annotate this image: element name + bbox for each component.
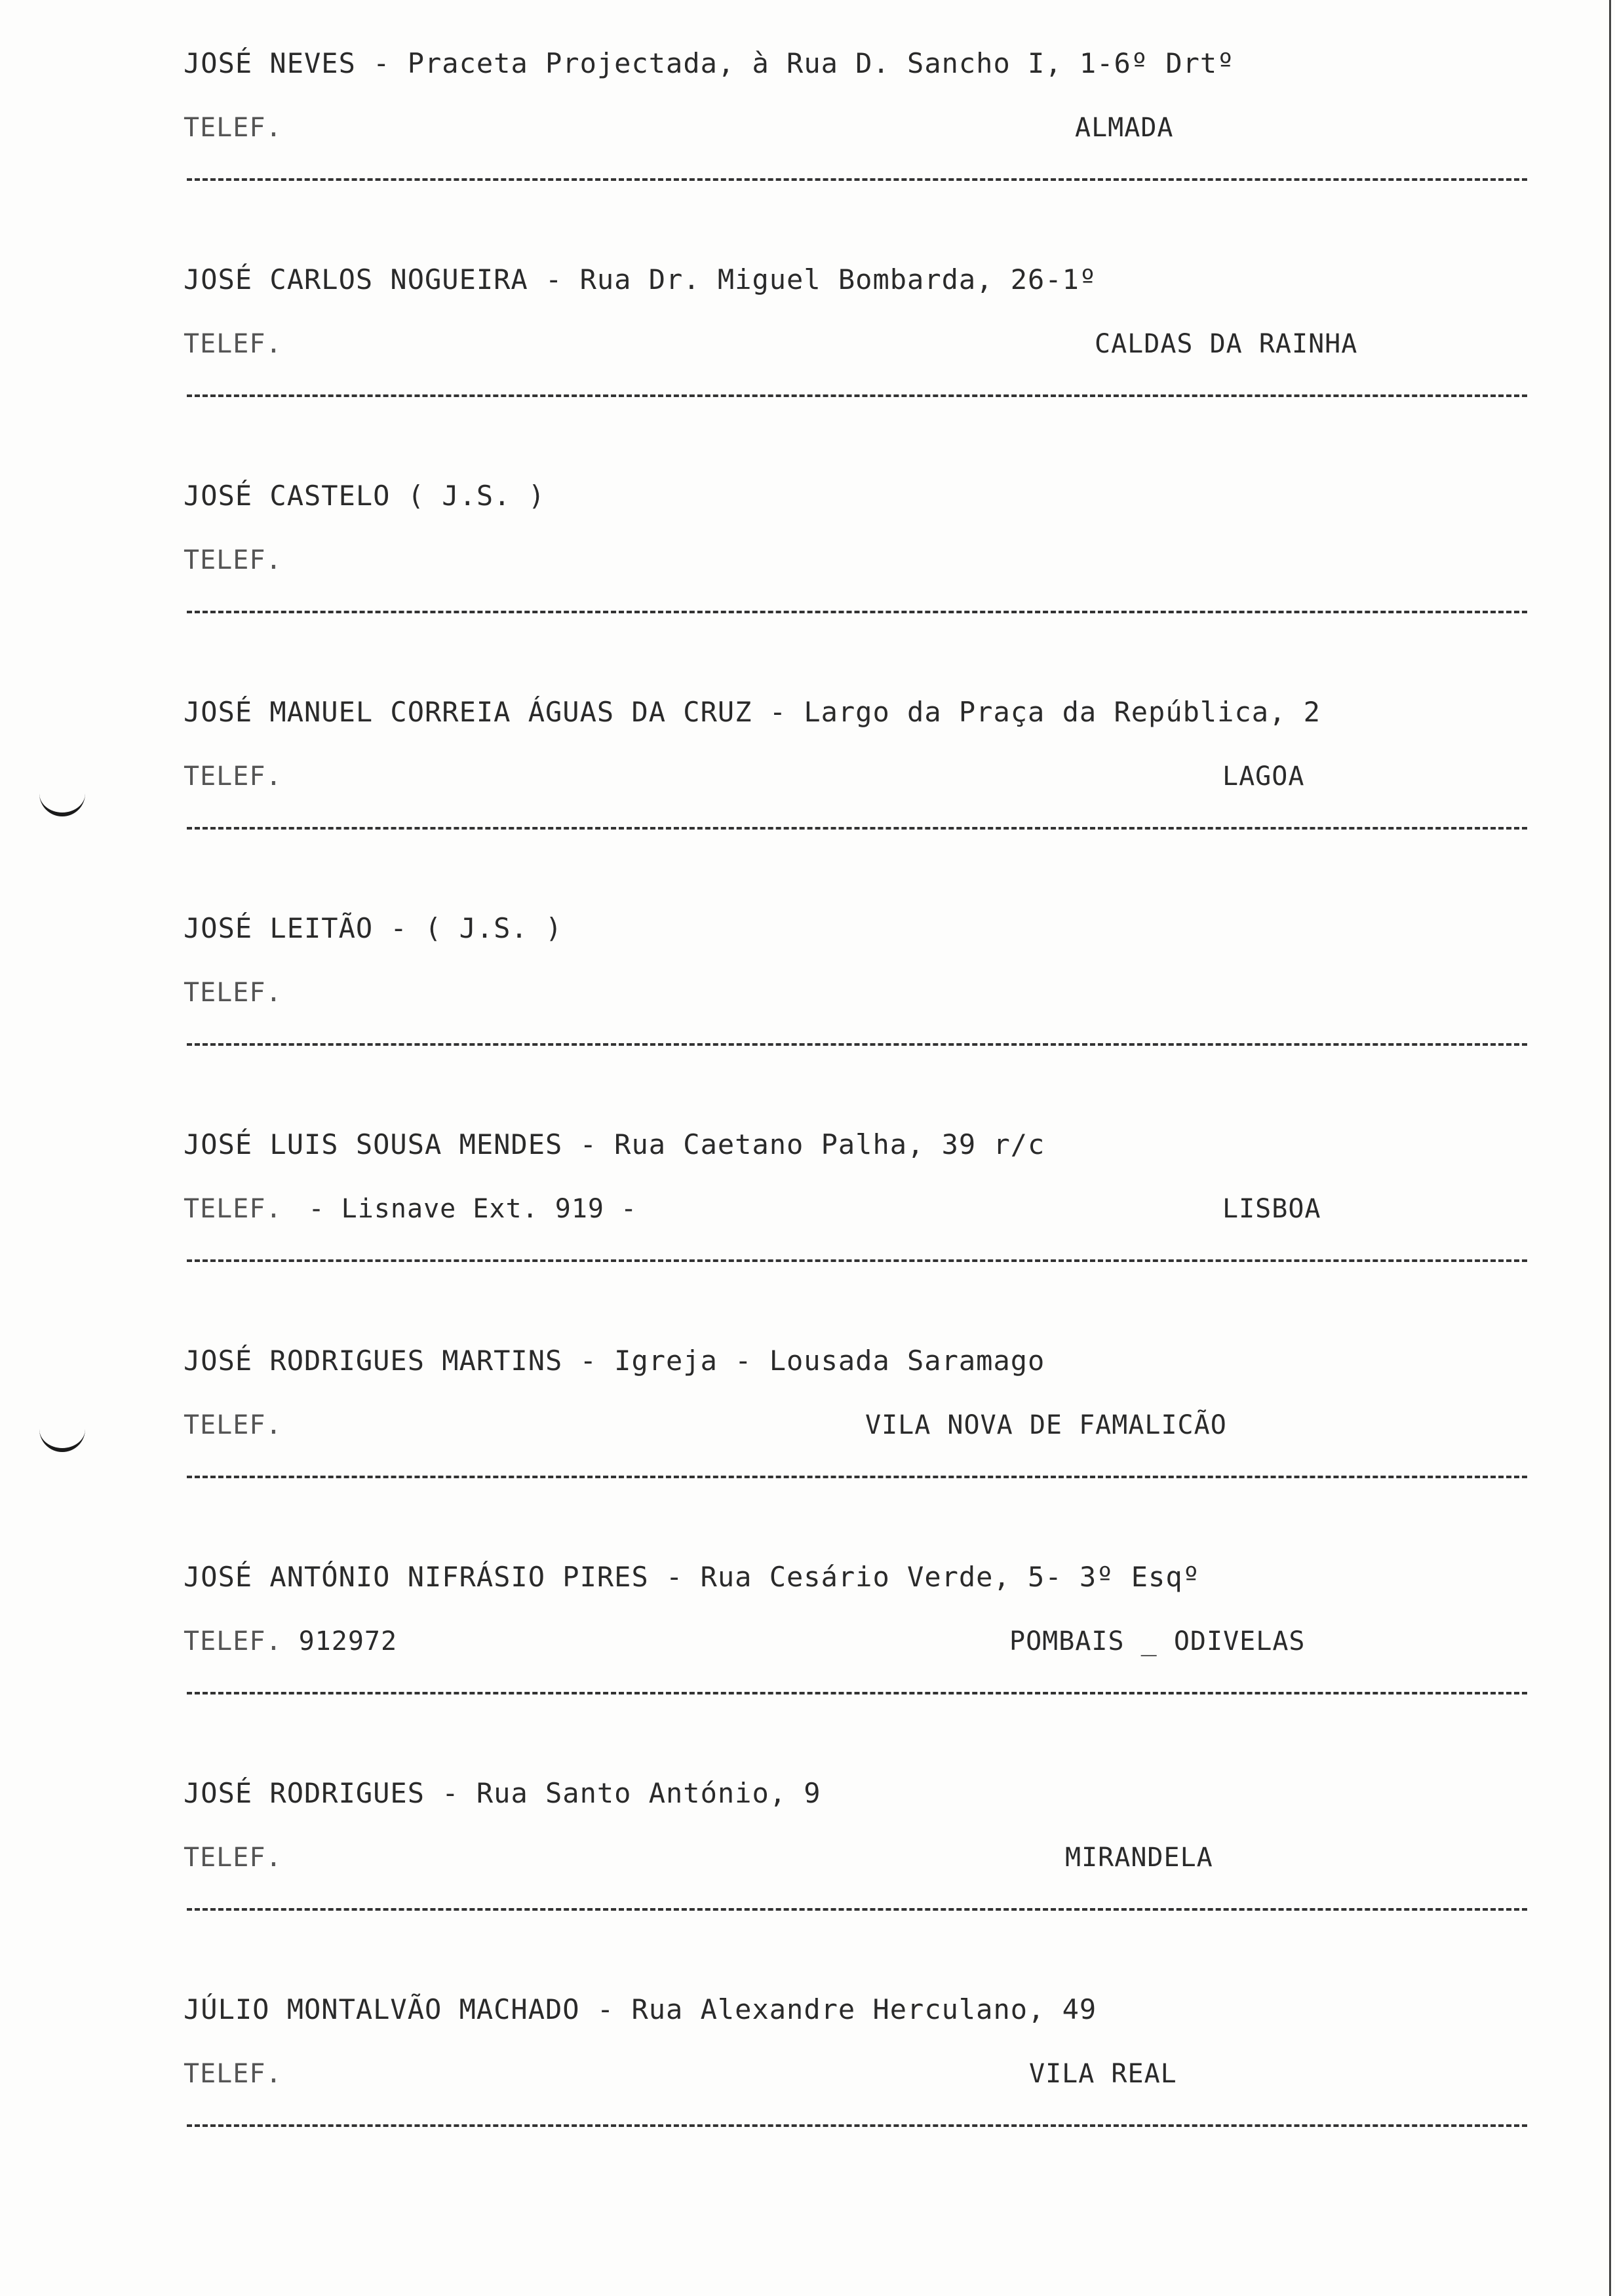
telephone-label: TELEF. <box>184 761 282 792</box>
entry-address: Rua Cesário Verde, 5- 3º Esqº <box>700 1561 1200 1593</box>
entry-divider <box>187 178 1527 181</box>
telephone-label: TELEF. <box>184 329 282 359</box>
entry-name: JOSÉ CARLOS NOGUEIRA <box>184 263 528 296</box>
contact-entry <box>0 1993 1615 2210</box>
entry-name-line: JOSÉ MANUEL CORREIA ÁGUAS DA CRUZ - Largo da Praça da República, 2 <box>184 696 1321 728</box>
contact-entry <box>0 912 1615 1128</box>
telephone-label: TELEF. <box>184 545 282 575</box>
entry-telephone <box>184 1410 282 1440</box>
entry-city: CALDAS DA RAINHA <box>1095 329 1358 359</box>
entry-telephone <box>184 761 282 792</box>
entry-telephone <box>184 1843 282 1873</box>
contact-entry <box>0 480 1615 696</box>
entry-telephone <box>184 1194 637 1224</box>
entry-name-line: JOSÉ RODRIGUES - Rua Santo António, 9 <box>184 1777 821 1809</box>
entry-telephone <box>184 545 282 575</box>
entry-telephone <box>184 113 282 143</box>
telephone-label: TELEF. <box>184 2059 282 2089</box>
contact-entry <box>0 47 1615 263</box>
telephone-label: TELEF. <box>184 1626 282 1656</box>
entry-name-line: JOSÉ LUIS SOUSA MENDES - Rua Caetano Palha, 39 r/c <box>184 1128 1045 1160</box>
telephone-label: TELEF. <box>184 978 282 1008</box>
entry-divider <box>187 1476 1527 1478</box>
contact-entry <box>0 1128 1615 1345</box>
entry-telephone <box>184 978 282 1008</box>
entry-telephone <box>184 1626 397 1656</box>
entry-name-line: JOSÉ RODRIGUES MARTINS - Igreja - Lousada Saramago <box>184 1345 1045 1377</box>
entry-divider <box>187 827 1527 830</box>
entry-divider <box>187 1692 1527 1694</box>
entry-city: VILA REAL <box>1029 2059 1177 2089</box>
entry-telephone <box>184 329 282 359</box>
entry-divider <box>187 1908 1527 1911</box>
entry-address: Largo da Praça da República, 2 <box>804 696 1321 728</box>
contact-entry <box>0 1345 1615 1561</box>
entry-name-line: JÚLIO MONTALVÃO MACHADO - Rua Alexandre Herculano, 49 <box>184 1993 1097 2025</box>
entry-name: JOSÉ CASTELO ( J.S. ) <box>184 480 546 512</box>
entry-name-line: JOSÉ NEVES - Praceta Projectada, à Rua D. Sancho I, 1-6º Drtº <box>184 47 1235 79</box>
entry-divider <box>187 1259 1527 1262</box>
entry-city: MIRANDELA <box>1065 1843 1213 1873</box>
entry-name-line <box>184 480 545 512</box>
telephone-label: TELEF. <box>184 1194 282 1224</box>
entry-address: Praceta Projectada, à Rua D. Sancho I, 1-6º Drtº <box>407 47 1235 79</box>
telephone-value: 912972 <box>298 1626 398 1656</box>
entry-address: Rua Santo António, 9 <box>476 1777 821 1809</box>
entry-name: JÚLIO MONTALVÃO MACHADO <box>184 1993 580 2025</box>
contact-entry <box>0 696 1615 912</box>
entry-divider <box>187 2124 1527 2127</box>
entry-city: POMBAIS _ ODIVELAS <box>1009 1626 1306 1656</box>
entry-divider <box>187 611 1527 613</box>
entry-name: JOSÉ RODRIGUES <box>184 1777 425 1809</box>
entry-address: Rua Dr. Miguel Bombarda, 26-1º <box>579 263 1097 296</box>
telephone-label: TELEF. <box>184 1410 282 1440</box>
entry-name: JOSÉ LEITÃO - ( J.S. ) <box>184 912 563 944</box>
entry-address: Igreja - Lousada Saramago <box>614 1345 1045 1377</box>
entry-telephone <box>184 2059 282 2089</box>
entry-city: LAGOA <box>1222 761 1305 792</box>
entry-address: Rua Alexandre Herculano, 49 <box>631 1993 1097 2025</box>
telephone-label: TELEF. <box>184 1843 282 1873</box>
entry-name: JOSÉ LUIS SOUSA MENDES <box>184 1128 563 1160</box>
contact-entry <box>0 263 1615 480</box>
entry-name-line <box>184 912 562 944</box>
entry-divider <box>187 394 1527 397</box>
entry-address: Rua Caetano Palha, 39 r/c <box>614 1128 1045 1160</box>
entry-name: JOSÉ RODRIGUES MARTINS <box>184 1345 563 1377</box>
entry-name: JOSÉ NEVES <box>184 47 356 79</box>
contact-entry <box>0 1561 1615 1777</box>
entry-divider <box>187 1043 1527 1046</box>
contact-entry <box>0 1777 1615 1993</box>
telephone-label: TELEF. <box>184 113 282 143</box>
entry-name-line: JOSÉ ANTÓNIO NIFRÁSIO PIRES - Rua Cesário Verde, 5- 3º Esqº <box>184 1561 1200 1593</box>
entry-name: JOSÉ MANUEL CORREIA ÁGUAS DA CRUZ <box>184 696 752 728</box>
entry-name: JOSÉ ANTÓNIO NIFRÁSIO PIRES <box>184 1561 649 1593</box>
telephone-value: - Lisnave Ext. 919 - <box>308 1194 638 1224</box>
entry-city: LISBOA <box>1222 1194 1321 1224</box>
entry-name-line: JOSÉ CARLOS NOGUEIRA - Rua Dr. Miguel Bombarda, 26-1º <box>184 263 1097 296</box>
entry-city: ALMADA <box>1075 113 1174 143</box>
entry-city: VILA NOVA DE FAMALICÃO <box>865 1410 1227 1440</box>
